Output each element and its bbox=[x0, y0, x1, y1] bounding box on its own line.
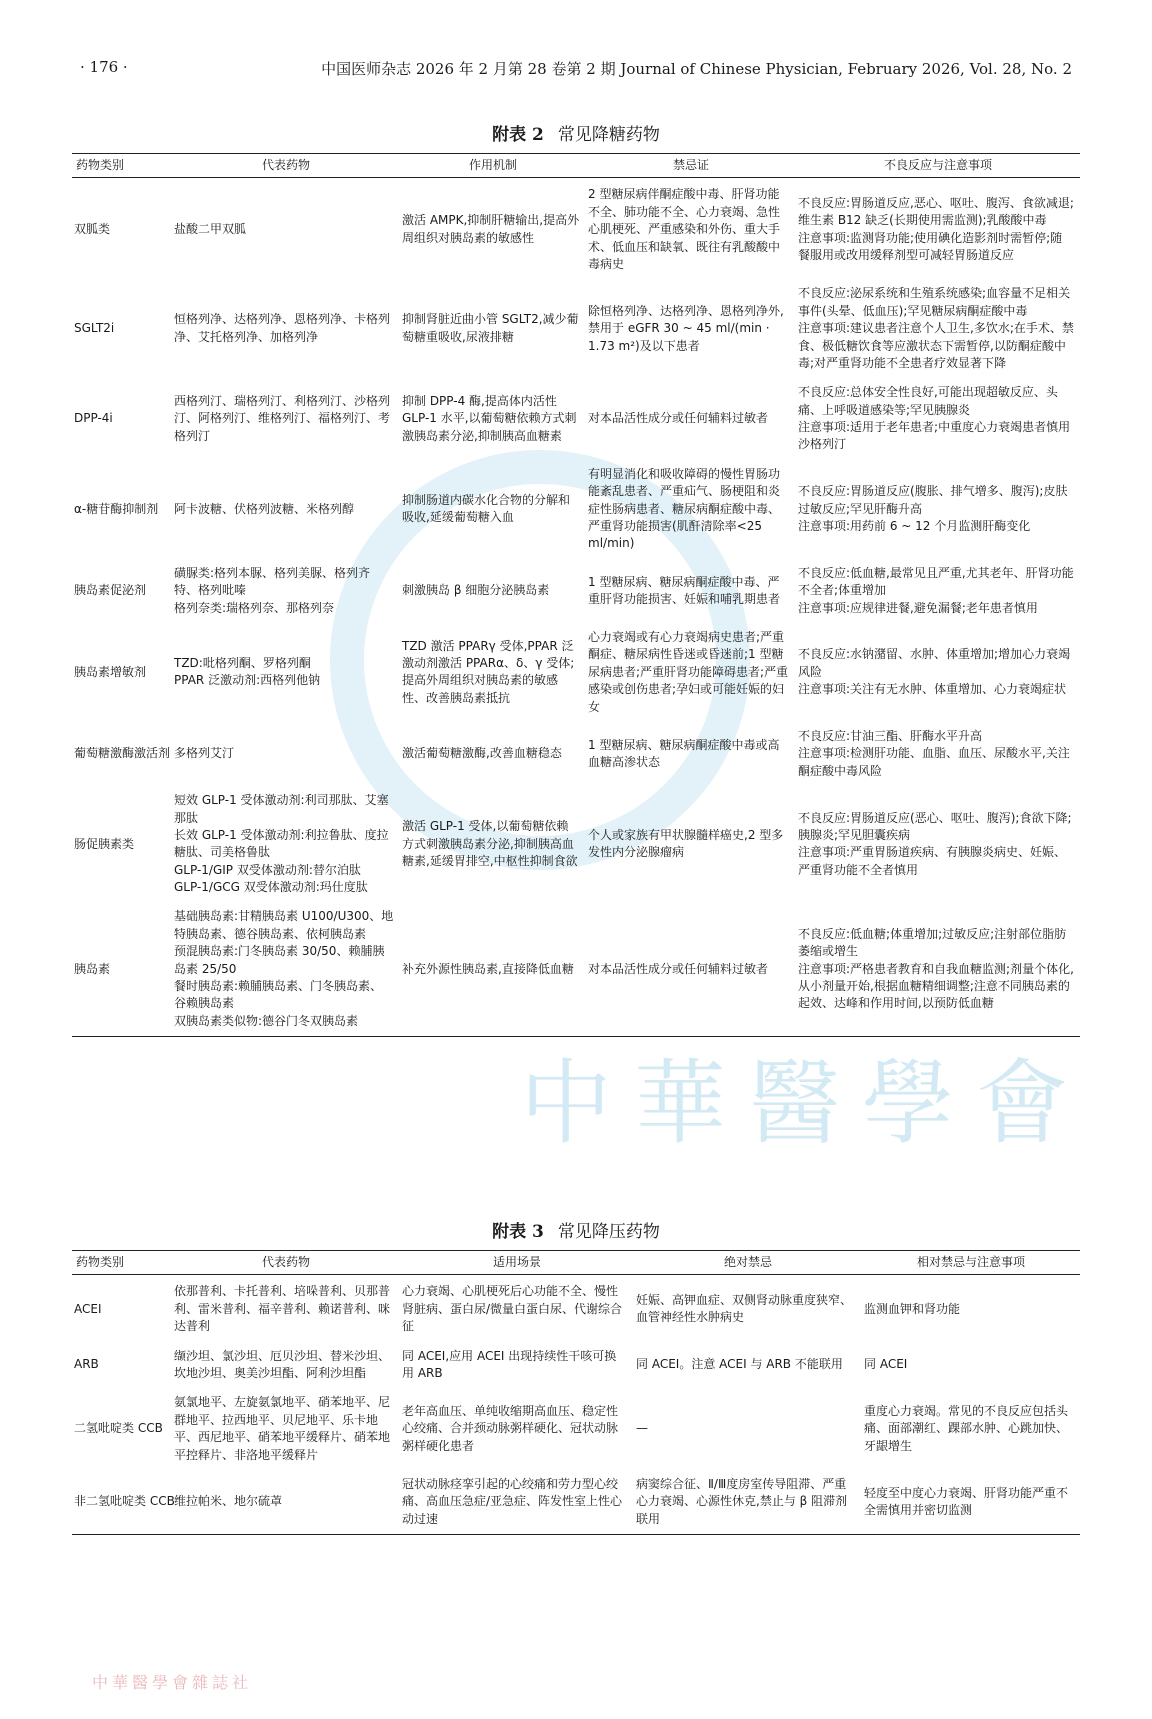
table3-title bbox=[72, 1217, 1080, 1242]
table2 bbox=[72, 153, 1080, 1037]
table2-cell-line: 注意事项:建议患者注意个人卫生,多饮水;在手术、禁食、极低糖饮食等应激状态下需暂停,以防酮症酸中毒;对严重肾功能不全患者疗效显著下降 bbox=[798, 321, 1074, 370]
table3-cell-scene bbox=[400, 1342, 634, 1389]
table2-cell-line: 胰岛素促泌剂 bbox=[74, 583, 147, 598]
table2-cell-adverse bbox=[796, 559, 1080, 623]
table2-cell-drugs bbox=[172, 178, 400, 279]
table3-cell-line: 同 ACEI bbox=[864, 1357, 908, 1372]
table2-cell-line: 多格列艾汀 bbox=[174, 746, 235, 761]
table2-cell-line: 激活 GLP-1 受体,以葡萄糖依赖方式刺激胰岛素分泌,抑制胰高血糖素,延缓胃排空,中枢性抑制食欲 bbox=[402, 819, 578, 868]
table2-cell-mechanism bbox=[400, 722, 586, 786]
table2-cell-line: 盐酸二甲双胍 bbox=[174, 222, 247, 237]
table2-cell-category bbox=[72, 559, 172, 623]
table2-cell-line: 抑制 DPP-4 酶,提高体内活性 GLP-1 水平,以葡萄糖依赖方式刺激胰岛素分泌,抑制胰高血糖素 bbox=[402, 393, 577, 443]
table2-cell-mechanism bbox=[400, 623, 586, 722]
table2-row bbox=[72, 279, 1080, 378]
table2-row bbox=[72, 178, 1080, 279]
table3-cell-line: 病窦综合征、Ⅱ/Ⅲ度房室传导阻滞、严重心力衰竭、心源性休克,禁止与 β 阻滞剂联用 bbox=[636, 1476, 848, 1526]
table2-cell-line: 刺激胰岛 β 细胞分泌胰岛素 bbox=[402, 583, 550, 598]
table3-cell-category bbox=[72, 1342, 172, 1389]
table3-cell-relative bbox=[862, 1275, 1080, 1342]
table2-cell-line: 激活 AMPK,抑制肝糖输出,提高外周组织对胰岛素的敏感性 bbox=[402, 213, 580, 245]
table3-cell-scene bbox=[400, 1275, 634, 1342]
publisher-logo: 中華醫學會雜誌社 bbox=[92, 1673, 253, 1692]
table2-cell-mechanism bbox=[400, 902, 586, 1036]
table2-row bbox=[72, 902, 1080, 1036]
table2-cell-adverse bbox=[796, 178, 1080, 279]
table2-cell-line: 对本品活性成分或任何辅料过敏者 bbox=[588, 411, 769, 426]
table2-cell-drugs bbox=[172, 623, 400, 722]
table3-cell-relative bbox=[862, 1388, 1080, 1470]
table2-cell-adverse bbox=[796, 902, 1080, 1036]
table2-cell-mechanism bbox=[400, 786, 586, 902]
table3-cell-line: 缬沙坦、氯沙坦、厄贝沙坦、替米沙坦、坎地沙坦、奥美沙坦酯、阿利沙坦酯 bbox=[174, 1348, 391, 1380]
table2-cell-line: 长效 GLP-1 受体激动剂:利拉鲁肽、度拉糖肽、司美格鲁肽 bbox=[174, 827, 389, 860]
table2-cell-drugs bbox=[172, 786, 400, 902]
table3-row bbox=[72, 1470, 1080, 1535]
table2-cell-line: 不良反应:水钠潴留、水肿、体重增加;增加心力衰竭风险 bbox=[798, 647, 1071, 679]
table3-row bbox=[72, 1342, 1080, 1389]
table2-cell-line: 除恒格列净、达格列净、恩格列净外,禁用于 eGFR 30 ~ 45 ml/(min · 1.73 m²)及以下患者 bbox=[588, 303, 784, 353]
table2-header-row bbox=[72, 154, 1080, 178]
table3-cell-line: ARB bbox=[74, 1357, 99, 1372]
table2-col-header: 不良反应与注意事项 bbox=[796, 154, 1080, 178]
table2-cell-line: 不良反应:总体安全性良好,可能出现超敏反应、头痛、上呼吸道感染等;罕见胰腺炎 bbox=[798, 385, 1058, 417]
table2-cell-line: 心力衰竭或有心力衰竭病史患者;严重酮症、糖尿病性昏迷或昏迷前;1 型糖尿病患者;严重肝肾功能障碍患者;严重感染或创伤患者;孕妇或可能妊娠的妇女 bbox=[588, 629, 789, 714]
table2-cell-line: 注意事项:监测肾功能;使用碘化造影剂时需暂停;随餐服用或改用缓释剂型可减轻胃肠道反应 bbox=[798, 230, 1063, 263]
table3-row bbox=[72, 1275, 1080, 1342]
table2-cell-line: 磺脲类:格列本脲、格列美脲、格列齐特、格列吡嗪 bbox=[174, 565, 371, 598]
table3-cell-line: 老年高血压、单纯收缩期高血压、稳定性心绞痛、合并颈动脉粥样硬化、冠状动脉粥样硬化患者 bbox=[402, 1404, 619, 1453]
table2-cell-contra bbox=[586, 722, 796, 786]
table2-cell-line: 注意事项:严格患者教育和自我血糖监测;剂量个体化,从小剂量开始,根据血糖精细调整;注意不同胰岛素的起效、达峰和作用时间,以预防低血糖 bbox=[798, 961, 1074, 1011]
table3-cell-relative bbox=[862, 1470, 1080, 1535]
table2-cell-line: 注意事项:严重胃肠道疾病、有胰腺炎病史、妊娠、严重肾功能不全者慎用 bbox=[798, 845, 1067, 877]
watermark-calligraphy: 中華醫學會 bbox=[520, 1050, 1091, 1157]
table2-row bbox=[72, 378, 1080, 460]
table2-col-header: 药物类别 bbox=[72, 154, 172, 178]
table2-cell-line: 胰岛素 bbox=[74, 961, 111, 976]
table2-cell-contra bbox=[586, 623, 796, 722]
table2-row bbox=[72, 722, 1080, 786]
table2-row bbox=[72, 460, 1080, 559]
table2-cell-line: α-糖苷酶抑制剂 bbox=[74, 501, 159, 516]
table2-cell-contra bbox=[586, 279, 796, 378]
table3-cell-relative bbox=[862, 1342, 1080, 1389]
table2-cell-line: GLP-1/GIP 双受体激动剂:替尔泊肽 bbox=[174, 862, 361, 877]
table2-cell-mechanism bbox=[400, 378, 586, 460]
table2-cell-line: 短效 GLP-1 受体激动剂:利司那肽、艾塞那肽 bbox=[174, 793, 389, 825]
table2-cell-line: TZD 激活 PPARγ 受体,PPAR 泛激动剂激活 PPARα、δ、γ 受体;提高外周组织对胰岛素的敏感性、改善胰岛素抵抗 bbox=[402, 638, 575, 705]
table3-cell-line: 同 ACEI,应用 ACEI 出现持续性干咳可换用 ARB bbox=[402, 1348, 617, 1380]
table3-cell-line: 心力衰竭、心肌梗死后心功能不全、慢性肾脏病、蛋白尿/微量白蛋白尿、代谢综合征 bbox=[402, 1284, 623, 1334]
page-header bbox=[72, 58, 1080, 82]
table2-cell-line: 双胰岛素类似物:德谷门冬双胰岛素 bbox=[174, 1013, 359, 1028]
table3-cell-drugs bbox=[172, 1342, 400, 1389]
table2-cell-adverse bbox=[796, 279, 1080, 378]
table2-cell-line: 注意事项:应规律进餐,避免漏餐;老年患者慎用 bbox=[798, 600, 1038, 615]
table2-cell-line: 抑制肠道内碳水化合物的分解和吸收,延缓葡萄糖入血 bbox=[402, 492, 571, 525]
table2-cell-mechanism bbox=[400, 460, 586, 559]
table3-cell-absolute bbox=[634, 1388, 862, 1470]
table3-cell-line: 轻度至中度心力衰竭、肝肾功能严重不全需慎用并密切监测 bbox=[864, 1485, 1069, 1517]
table2-cell-drugs bbox=[172, 722, 400, 786]
table2-title bbox=[72, 120, 1080, 145]
table2-cell-line: 注意事项:适用于老年患者;中重度心力衰竭患者慎用沙格列汀 bbox=[798, 420, 1071, 452]
table2-cell-line: 不良反应:胃肠道反应(恶心、呕吐、腹泻);食欲下降;胰腺炎;罕见胆囊疾病 bbox=[798, 810, 1072, 842]
table3-col-header: 代表药物 bbox=[172, 1251, 400, 1275]
table2-cell-line: 西格列汀、瑞格列汀、利格列汀、沙格列汀、阿格列汀、维格列汀、福格列汀、考格列汀 bbox=[174, 393, 391, 443]
table3-cell-scene bbox=[400, 1388, 634, 1470]
table2-cell-line: 不良反应:低血糖,最常见且严重,尤其老年、肝肾功能不全者;体重增加 bbox=[798, 565, 1074, 598]
journal-citation: 中国医师杂志 2026 年 2 月第 28 卷第 2 期 Journal of Chinese Physician, February 2026, Vol. 28, No. 2 bbox=[321, 60, 1072, 78]
table3-cell-category bbox=[72, 1275, 172, 1342]
table2-cell-line: 个人或家族有甲状腺髓样癌史,2 型多发性内分泌腺瘤病 bbox=[588, 827, 784, 860]
table3-col-header: 绝对禁忌 bbox=[634, 1251, 862, 1275]
table3-label: 附表 3 bbox=[492, 1222, 544, 1242]
table2-cell-line: 双胍类 bbox=[74, 222, 111, 237]
table2-cell-contra bbox=[586, 559, 796, 623]
table2-cell-category bbox=[72, 279, 172, 378]
table2-cell-drugs bbox=[172, 460, 400, 559]
table2-cell-adverse bbox=[796, 722, 1080, 786]
table2-cell-contra bbox=[586, 178, 796, 279]
table3-header-row bbox=[72, 1251, 1080, 1275]
table3-cell-line: ACEI bbox=[74, 1301, 102, 1316]
table3-cell-line: 维拉帕米、地尔硫䓬 bbox=[174, 1494, 283, 1509]
table3-block bbox=[72, 1217, 1080, 1535]
table2-cell-line: 注意事项:用药前 6 ~ 12 个月监测肝酶变化 bbox=[798, 519, 1031, 534]
table2-cell-line: 恒格列净、达格列净、恩格列净、卡格列净、艾托格列净、加格列净 bbox=[174, 312, 391, 344]
table2-cell-adverse bbox=[796, 460, 1080, 559]
table3-cell-drugs bbox=[172, 1275, 400, 1342]
table2-cell-line: DPP-4i bbox=[74, 411, 113, 426]
table2-col-header: 禁忌证 bbox=[586, 154, 796, 178]
table2-cell-line: 激活葡萄糖激酶,改善血糖稳态 bbox=[402, 746, 562, 761]
table2-cell-line: 餐时胰岛素:赖脯胰岛素、门冬胰岛素、谷赖胰岛素 bbox=[174, 979, 383, 1011]
table2-cell-line: 基础胰岛素:甘精胰岛素 U100/U300、地特胰岛素、德谷胰岛素、依柯胰岛素 bbox=[174, 909, 394, 941]
table2-cell-line: GLP-1/GCG 双受体激动剂:玛仕度肽 bbox=[174, 880, 368, 895]
table2-cell-line: 不良反应:泌尿系统和生殖系统感染;血容量不足相关事件(头晕、低血压);罕见糖尿病酮症酸中毒 bbox=[798, 286, 1071, 318]
table3-cell-drugs bbox=[172, 1388, 400, 1470]
table2-cell-line: 阿卡波糖、伏格列波糖、米格列醇 bbox=[174, 501, 355, 516]
table2-cell-line: 有明显消化和吸收障碍的慢性胃肠功能紊乱患者、严重疝气、肠梗阻和炎症性肠病患者、糖尿病酮症酸中毒、严重肾功能损害(肌酐清除率<25 ml/min) bbox=[588, 466, 781, 551]
table2-cell-contra bbox=[586, 378, 796, 460]
table2-cell-line: 注意事项:检测肝功能、血脂、血压、尿酸水平,关注酮症酸中毒风险 bbox=[798, 746, 1070, 778]
table2-cell-drugs bbox=[172, 559, 400, 623]
table2-col-header: 代表药物 bbox=[172, 154, 400, 178]
table3-name: 常见降压药物 bbox=[557, 1222, 660, 1242]
table2-row bbox=[72, 559, 1080, 623]
table3-col-header: 相对禁忌与注意事项 bbox=[862, 1251, 1080, 1275]
table2-cell-category bbox=[72, 722, 172, 786]
table3-cell-category bbox=[72, 1470, 175, 1535]
table3-cell-line: 氨氯地平、左旋氨氯地平、硝苯地平、尼群地平、拉西地平、贝尼地平、乐卡地平、西尼地平、硝苯地平缓释片、硝苯地平控释片、非洛地平缓释片 bbox=[174, 1395, 391, 1462]
table3-cell-absolute bbox=[634, 1342, 862, 1389]
table2-cell-contra bbox=[586, 460, 796, 559]
table3-cell-line: 重度心力衰竭。常见的不良反应包括头痛、面部潮红、踝部水肿、心跳加快、牙龈增生 bbox=[864, 1404, 1069, 1453]
table2-cell-drugs bbox=[172, 378, 400, 460]
table2-cell-line: 1 型糖尿病、糖尿病酮症酸中毒或高血糖高渗状态 bbox=[588, 737, 780, 770]
table2-cell-category bbox=[72, 460, 172, 559]
table3-row bbox=[72, 1388, 1080, 1470]
table2-cell-line: 注意事项:关注有无水肿、体重增加、心力衰竭症状 bbox=[798, 682, 1067, 697]
table2-cell-line: PPAR 泛激动剂:西格列他钠 bbox=[174, 673, 321, 688]
table3-cell-absolute bbox=[634, 1470, 862, 1535]
table2-cell-line: 不良反应:低血糖;体重增加;过敏反应;注射部位脂肪萎缩或增生 bbox=[798, 926, 1067, 959]
table2-cell-category bbox=[72, 902, 172, 1036]
table2-cell-category bbox=[72, 786, 172, 902]
table3-cell-line: 依那普利、卡托普利、培哚普利、贝那普利、雷米普利、福辛普利、赖诺普利、咪达普利 bbox=[174, 1284, 391, 1334]
table2-cell-drugs bbox=[172, 279, 400, 378]
table3-cell-absolute bbox=[634, 1275, 862, 1342]
table3-col-header: 药物类别 bbox=[72, 1251, 172, 1275]
table3-cell-category bbox=[72, 1388, 172, 1470]
table2-block bbox=[72, 120, 1080, 1037]
table2-cell-category bbox=[72, 178, 172, 279]
table2-cell-line: 不良反应:胃肠道反应(腹胀、排气增多、腹泻);皮肤过敏反应;罕见肝酶升高 bbox=[798, 484, 1068, 516]
table2-cell-line: 补充外源性胰岛素,直接降低血糖 bbox=[402, 961, 574, 976]
table2-cell-line: 预混胰岛素:门冬胰岛素 30/50、赖脯胰岛素 25/50 bbox=[174, 944, 385, 976]
table2-cell-contra bbox=[586, 786, 796, 902]
table2-col-header: 作用机制 bbox=[400, 154, 586, 178]
table3-cell-line: 冠状动脉痉挛引起的心绞痛和劳力型心绞痛、高血压急症/亚急症、阵发性室上性心动过速 bbox=[402, 1476, 623, 1526]
table2-cell-category bbox=[72, 378, 172, 460]
table2-cell-line: TZD:吡格列酮、罗格列酮 bbox=[174, 656, 311, 671]
page-number: · 176 · bbox=[80, 58, 128, 76]
table3-cell-line: — bbox=[636, 1421, 648, 1436]
table2-cell-line: 不良反应:甘油三酯、肝酶水平升高 bbox=[798, 728, 983, 743]
table2-cell-line: 肠促胰素类 bbox=[74, 836, 135, 851]
table2-cell-line: 胰岛素增敏剂 bbox=[74, 664, 147, 679]
table2-cell-mechanism bbox=[400, 279, 586, 378]
table2-cell-line: 葡萄糖激酶激活剂 bbox=[74, 746, 171, 761]
table2-row bbox=[72, 623, 1080, 722]
table2-row bbox=[72, 786, 1080, 902]
table3-cell-line: 同 ACEI。注意 ACEI 与 ARB 不能联用 bbox=[636, 1357, 843, 1372]
table2-cell-line: 格列奈类:瑞格列奈、那格列奈 bbox=[174, 600, 335, 615]
table2-name: 常见降糖药物 bbox=[557, 125, 660, 145]
table2-cell-mechanism bbox=[400, 559, 586, 623]
table2-cell-line: 1 型糖尿病、糖尿病酮症酸中毒、严重肝肾功能损害、妊娠和哺乳期患者 bbox=[588, 574, 781, 606]
table3-cell-line: 非二氢吡啶类 CCB bbox=[74, 1494, 175, 1509]
table2-cell-contra bbox=[586, 902, 796, 1036]
table2-cell-category bbox=[72, 623, 172, 722]
table3-col-header: 适用场景 bbox=[400, 1251, 634, 1275]
table3-cell-line: 妊娠、高钾血症、双侧肾动脉重度狭窄、血管神经性水肿病史 bbox=[636, 1293, 853, 1325]
table2-cell-mechanism bbox=[400, 178, 586, 279]
table3-cell-line: 二氢吡啶类 CCB bbox=[74, 1421, 163, 1436]
table2-label: 附表 2 bbox=[492, 125, 544, 145]
table2-cell-line: 对本品活性成分或任何辅料过敏者 bbox=[588, 961, 769, 976]
table2-cell-line: 抑制肾脏近曲小管 SGLT2,减少葡萄糖重吸收,尿液排糖 bbox=[402, 312, 579, 344]
table3-cell-drugs bbox=[172, 1470, 400, 1535]
table2-cell-adverse bbox=[796, 378, 1080, 460]
table2-cell-line: SGLT2i bbox=[74, 321, 115, 336]
table3 bbox=[72, 1250, 1080, 1535]
table2-cell-adverse bbox=[796, 786, 1080, 902]
table2-cell-drugs bbox=[172, 902, 400, 1036]
table3-cell-line: 监测血钾和肾功能 bbox=[864, 1301, 961, 1316]
table2-cell-adverse bbox=[796, 623, 1080, 722]
table2-cell-line: 不良反应:胃肠道反应,恶心、呕吐、腹泻、食欲减退;维生素 B12 缺乏(长期使用需监测);乳酸酸中毒 bbox=[798, 196, 1074, 228]
table3-cell-scene bbox=[400, 1470, 634, 1535]
table2-cell-line: 2 型糖尿病伴酮症酸中毒、肝肾功能不全、肺功能不全、心力衰竭、急性心肌梗死、严重感染和外伤、重大手术、低血压和缺氧、既往有乳酸酸中毒病史 bbox=[588, 187, 781, 271]
